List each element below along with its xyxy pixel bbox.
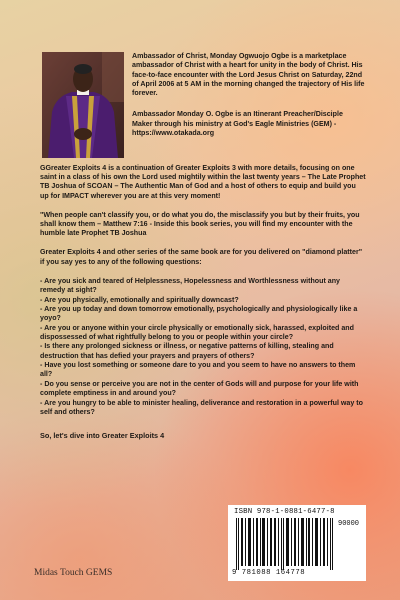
question-item: - Have you lost something or someone dare to you and you seem to have no answers to them all? — [40, 361, 356, 379]
closing-line: So, let's dive into Greater Exploits 4 — [40, 430, 165, 440]
question-list — [40, 277, 366, 417]
price-code: 90000 — [338, 520, 360, 528]
book-description — [40, 164, 366, 450]
publisher-name: Midas Touch GEMS — [34, 568, 113, 578]
question-item: - Is there any prolonged sickness or illness, or negative patterns of killing, stealing and destruction that has defied your prayers and prayers of others? — [40, 342, 334, 360]
question-item: - Are you hungry to be able to minister healing, deliverance and restoration in a powerful way to self and others? — [40, 398, 363, 416]
isbn-barcode — [228, 505, 366, 581]
question-item: - Do you sense or perceive you are not in the center of Gods will and purpose for your life with complete emptiness in and around you? — [40, 379, 359, 398]
question-item: - Are you sick and teared of Helplessness, Hopelessness and Worthlessness without any remedy at sight? — [40, 276, 341, 295]
author-photo — [42, 52, 124, 158]
isbn-text: ISBN 978-1-0881-6477-8 — [234, 508, 335, 516]
question-item: - Are you or anyone within your circle physically or emotionally sick, harassed, exploited and dispossessed of what rightfully belong to you or people within your circle? — [40, 323, 354, 341]
intro-paragraph: GGreater Exploits 4 is a continuation of Greater Exploits 3 with more details, focusing on one saint in a class of his own the Lord used mightily within the last twenty years – The Late Prophet TB Joshua of SCOAN – The Authentic Man of God and a host of others to equip and build you up for IMPACT wherever you are at this very moment! — [40, 164, 366, 200]
author-bio — [132, 52, 365, 150]
bio-paragraph: Ambassador of Christ, Monday Ogwuojo Ogbe is a marketplace ambassador of Christ with a heart for unity in the body of Christ. His face-to-face encounter with the Lord Jesus Christ on Saturday, 22nd of April 2006 at 5 AM in the morning changed the trajectory of His life forever. — [132, 52, 365, 98]
ean-digits: 9 781088 164778 — [232, 569, 306, 577]
lead-in-paragraph: Greater Exploits 4 and other series of the same book are for you delivered on "diamond platter" if you say yes to any of the following questions: — [40, 248, 363, 266]
bio-ministry-paragraph: Ambassador Monday O. Ogbe is an Itinerant Preacher/Disciple Maker through his ministry at God's Eagle Ministries (GEM) - https://www.otakada.org — [132, 110, 343, 138]
quote-paragraph: "When people can't classify you, or do what you do, the misclassify you but by their fruits, you shall know them – Matthew 7:16 - Inside this book series, you will find my encounter with the humble late Prophet TB Joshua — [40, 210, 360, 238]
question-item: - Are you physically, emotionally and spiritually downcast? — [40, 295, 239, 304]
barcode-bars — [236, 518, 334, 570]
question-item: - Are you up today and down tomorrow emotionally, psychologically and physiologically like a yoyo? — [40, 305, 358, 323]
